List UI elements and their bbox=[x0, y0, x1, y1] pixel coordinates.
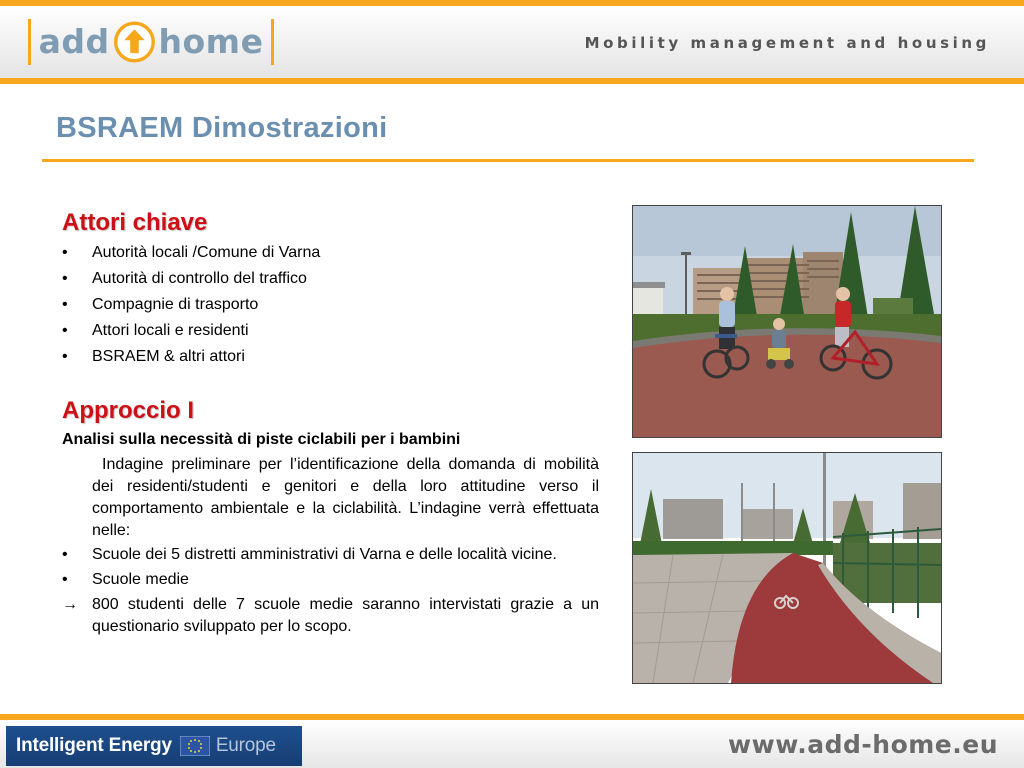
website-url[interactable]: www.add-home.eu bbox=[728, 730, 998, 759]
bullet-icon: • bbox=[62, 244, 68, 261]
header-tagline: Mobility management and housing bbox=[584, 34, 990, 52]
program-region: Europe bbox=[215, 735, 276, 756]
list-item bbox=[62, 318, 599, 344]
bullet-icon: • bbox=[62, 296, 68, 313]
list-item bbox=[62, 292, 599, 318]
list-item-text: Compagnie di trasporto bbox=[92, 296, 259, 313]
title-underline bbox=[42, 159, 974, 162]
key-actors-list bbox=[62, 240, 599, 370]
bullet-icon: • bbox=[62, 270, 68, 287]
bullet-icon: • bbox=[62, 571, 68, 588]
approach-subheading: Analisi sulla necessità di piste ciclabili per i bambini bbox=[62, 431, 461, 448]
header-bottom-stripe bbox=[0, 78, 1024, 84]
bullet-icon: • bbox=[62, 546, 68, 563]
bike-path-photo bbox=[632, 452, 942, 684]
list-item-text: Autorità di controllo del traffico bbox=[92, 270, 307, 287]
section-spacer bbox=[62, 370, 599, 394]
list-item-text: Scuole dei 5 distretti amministrativi di Varna e delle località vicine. bbox=[92, 546, 557, 563]
approach-heading: Approccio I bbox=[62, 397, 195, 424]
list-item-text: Attori locali e residenti bbox=[92, 322, 249, 339]
list-item-text: Autorità locali /Comune di Varna bbox=[92, 244, 321, 261]
conclusion-text: 800 studenti delle 7 scuole medie saranno intervistati grazie a un questionario sviluppato per lo scopo. bbox=[92, 596, 599, 635]
logo-word-right: home bbox=[158, 22, 264, 61]
slide-body bbox=[62, 206, 599, 641]
add-home-logo bbox=[28, 18, 274, 66]
children-cycling-image bbox=[633, 206, 941, 437]
intelligent-energy-europe-logo bbox=[6, 726, 302, 766]
logo-right-bar bbox=[271, 19, 274, 65]
list-item bbox=[62, 569, 599, 591]
list-item bbox=[62, 594, 599, 638]
bullet-icon: • bbox=[62, 348, 68, 365]
key-actors-heading: Attori chiave bbox=[62, 209, 208, 236]
approach-list bbox=[62, 544, 599, 638]
bike-path-image bbox=[633, 453, 941, 683]
slide-title: BSRAEM Dimostrazioni bbox=[56, 112, 388, 144]
list-item bbox=[62, 266, 599, 292]
children-cycling-photo bbox=[632, 205, 942, 438]
right-arrow-icon: → bbox=[62, 596, 78, 613]
list-item bbox=[62, 240, 599, 266]
header-banner bbox=[0, 0, 1024, 84]
eu-flag-icon bbox=[180, 736, 210, 756]
logo-left-bar bbox=[28, 19, 31, 65]
program-name: Intelligent Energy bbox=[16, 735, 172, 756]
approach-paragraph: Indagine preliminare per l’identificazione della domanda di mobilità dei residenti/studenti e genitori e della loro attitudine verso il comportamento ambientale e la ciclabilità. L’indagine verrà effettuata nelle: bbox=[92, 456, 599, 539]
logo-word-left: add bbox=[38, 22, 110, 61]
list-item-text: Scuole medie bbox=[92, 571, 189, 588]
bullet-icon: • bbox=[62, 322, 68, 339]
up-arrow-circle-icon bbox=[114, 18, 155, 66]
list-item bbox=[62, 544, 599, 566]
list-item bbox=[62, 344, 599, 370]
list-item-text: BSRAEM & altri attori bbox=[92, 348, 245, 365]
